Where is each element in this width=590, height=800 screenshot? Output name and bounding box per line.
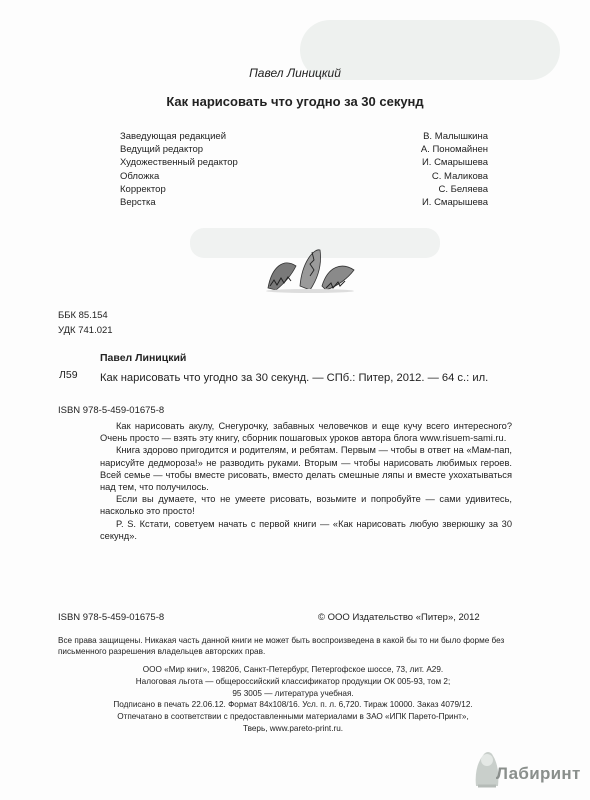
imprint-block (58, 664, 528, 735)
imprint-line: Тверь, www.pareto-print.ru. (242, 723, 344, 733)
credit-role: Ведущий редактор (120, 144, 204, 156)
credit-row (120, 183, 488, 196)
pencil-shavings-illustration (262, 236, 358, 294)
credit-role: Обложка (120, 170, 160, 182)
book-title: Как нарисовать что угодно за 30 секунд (166, 94, 424, 109)
entry-author: Павел Линицкий (100, 352, 187, 364)
watermark-badge (470, 746, 582, 790)
credits-list (120, 130, 488, 209)
classification-block (58, 308, 113, 338)
credit-role: Художественный редактор (120, 157, 238, 169)
credit-row (120, 143, 488, 156)
udk-code: УДК 741.021 (58, 325, 113, 336)
annotation-paragraph: Книга здорово пригодится и родителям, и ребятам. Первым — чтобы в ответ на «Мам-пап, нарисуйте дедмороза!» не разводить руками. Вторым — чтобы нарисовать любимых героев. Всей семье — чтобы вместе рисовать, вместо делать смешные ляпы и вместе ухохатываться над тем, что получилось. (100, 445, 512, 493)
bibliographic-entry: Как нарисовать что угодно за 30 секунд. — СПб.: Питер, 2012. — 64 с.: ил. (100, 372, 489, 384)
annotation (100, 420, 512, 542)
annotation-paragraph: Если вы думаете, что не умеете рисовать, возьмите и попробуйте — сами удивитесь, насколько это просто! (100, 494, 512, 517)
imprint-line: Отпечатано в соответствии с предоставленными материалами в ЗАО «ИПК Парето-Принт», (117, 712, 469, 722)
credit-row (120, 130, 488, 143)
imprint-line: ООО «Мир книг», 198206, Санкт-Петербург, Петергофское шоссе, 73, лит. А29. (142, 665, 444, 674)
credit-role: Заведующая редакцией (120, 131, 227, 142)
credit-name: И. Смарышева (421, 157, 488, 169)
isbn-entry: ISBN 978-5-459-01675-8 (58, 405, 165, 416)
isbn-footer: ISBN 978-5-459-01675-8 (58, 612, 165, 623)
rights-notice: Все права защищены. Никакая часть данной книги не может быть воспроизведена в какой бы то ни было форме без письменного разрешения владельцев авторских прав. (58, 636, 505, 656)
bbk-code: ББК 85.154 (58, 310, 108, 321)
book-author: Павел Линицкий (249, 66, 341, 80)
credit-name: И. Смарышева (421, 197, 488, 209)
annotation-paragraph: P. S. Кстати, советуем начать с первой книги — «Как нарисовать любую зверюшку за 30 секунд». (100, 518, 512, 541)
credit-row (120, 196, 488, 209)
imprint-line: 95 3005 — литература учебная. (232, 688, 354, 698)
author-sign-code: Л59 (59, 369, 78, 381)
imprint-line: Подписано в печать 22.06.12. Формат 84x108/16. Усл. п. л. 6,720. Тираж 10000. Заказ 4079/12. (113, 700, 473, 710)
credit-row (120, 156, 488, 169)
credit-name: С. Маликова (431, 170, 488, 182)
watermark-text: Лабиринт (496, 764, 581, 783)
credit-name: С. Беляева (438, 183, 488, 195)
credit-row (120, 170, 488, 183)
credit-role: Верстка (120, 197, 156, 209)
credit-role: Корректор (120, 183, 166, 195)
imprint-line: Налоговая льгота — общероссийский классификатор продукции ОК 005-93, том 2; (135, 676, 451, 686)
annotation-paragraph: Как нарисовать акулу, Снегурочку, забавных человечков и еще кучу всего интересного? Очень просто — взять эту книгу, сборник пошаговых уроков автора блога www.risuem-sami.ru. (100, 421, 512, 444)
credit-name: А. Пономайнен (420, 144, 488, 156)
credit-name: В. Малышкина (423, 131, 488, 142)
copyright: © ООО Издательство «Питер», 2012 (318, 612, 480, 623)
